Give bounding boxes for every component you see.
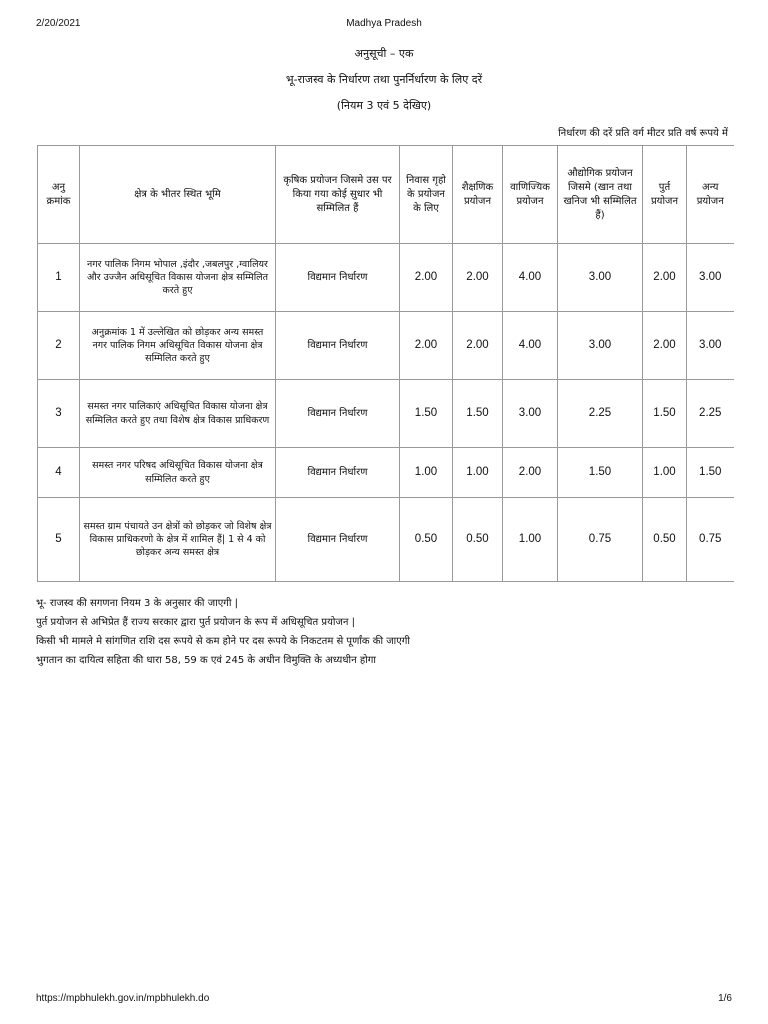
cell-agricultural: विद्यमान निर्धारण [276,380,400,448]
col-header-educational: शैक्षणिक प्रयोजन [453,146,503,244]
rule-reference: (नियम 3 एवं 5 देखिए) [336,99,432,112]
cell-residential: 2.00 [400,312,453,380]
footnote-calculation: भू- राजस्व की सगणना नियम 3 के अनुसार की जाएगी | [36,598,238,609]
cell-land: समस्त नगर परिषद अधिसूचित विकास योजना क्षेत्र सम्मिलित करते हुए [80,448,276,498]
cell-industrial: 0.75 [558,498,643,582]
cell-serial: 4 [38,448,80,498]
cell-industrial: 1.50 [558,448,643,498]
col-header-public: पुर्त प्रयोजन [643,146,687,244]
table-row [38,312,734,380]
col-header-serial: अनु क्रमांक [38,146,80,244]
cell-serial: 5 [38,498,80,582]
footnote-public-purpose: पुर्त प्रयोजन से अभिप्रेत हैं राज्य सरकार द्वारा पुर्त प्रयोजन के रूप में अधिसूचित प्रयोजन | [36,617,355,628]
table-row [38,448,734,498]
cell-land: समस्त नगर पालिकाएं अधिसूचित विकास योजना क्षेत्र सम्मिलित करते हुए तथा विशेष क्षेत्र विकास प्राधिकरण [80,380,276,448]
cell-educational: 0.50 [453,498,503,582]
print-site-title: Madhya Pradesh [346,18,422,29]
col-header-other: अन्य प्रयोजन [687,146,734,244]
cell-industrial: 3.00 [558,312,643,380]
col-header-commercial: वाणिज्यिक प्रयोजन [503,146,558,244]
cell-agricultural: विद्यमान निर्धारण [276,312,400,380]
footnotes [36,594,736,670]
footnote-rounding: किसी भी मामले मे सांगणित राशि दस रूपये से कम होने पर दस रूपये के निकटतम से पूर्णांक की जाएगी [36,636,410,647]
cell-residential: 1.00 [400,448,453,498]
cell-commercial: 3.00 [503,380,558,448]
cell-residential: 2.00 [400,244,453,312]
cell-public: 0.50 [643,498,687,582]
cell-land: समस्त ग्राम पंचायते उन क्षेत्रों को छोड़कर जो विशेष क्षेत्र विकास प्राधिकरणो के क्षेत्र में शामिल हैं| 1 से 4 को छोड़कर अन्य समस्त क्षेत्र [80,498,276,582]
cell-other: 0.75 [687,498,734,582]
cell-commercial: 1.00 [503,498,558,582]
cell-industrial: 3.00 [558,244,643,312]
cell-residential: 1.50 [400,380,453,448]
cell-serial: 3 [38,380,80,448]
page-number: 1/6 [718,993,732,1004]
print-footer [36,993,732,1007]
cell-industrial: 2.25 [558,380,643,448]
cell-serial: 1 [38,244,80,312]
col-header-industrial: औद्योगिक प्रयोजन जिसमे (खान तथा खनिज भी सम्मिलित हैं) [558,146,643,244]
cell-public: 1.50 [643,380,687,448]
table-row [38,380,734,448]
table-row [38,498,734,582]
table-header-row [38,146,734,244]
cell-agricultural: विद्यमान निर्धारण [276,448,400,498]
cell-land: नगर पालिक निगम भोपाल ,इंदौर ,जबलपुर ,ग्वालियर और उज्जैन अधिसूचित विकास योजना क्षेत्र सम्मिलित करते हुए [80,244,276,312]
footnote-liability: भुगतान का दायित्व सहिता की धारा 58, 59 क एवं 245 के अधीन विमुक्ति के अध्यधीन होगा [36,655,376,666]
cell-public: 1.00 [643,448,687,498]
cell-public: 2.00 [643,312,687,380]
table-row [38,244,734,312]
cell-commercial: 4.00 [503,244,558,312]
cell-other: 3.00 [687,244,734,312]
cell-agricultural: विद्यमान निर्धारण [276,244,400,312]
cell-public: 2.00 [643,244,687,312]
cell-commercial: 4.00 [503,312,558,380]
land-revenue-rates-table [37,145,734,582]
rate-unit-note: निर्धारण की दरें प्रति वर्ग मीटर प्रति वर्ष रूपये में [558,128,728,139]
schedule-heading: अनुसूची – एक [354,47,414,60]
print-date: 2/20/2021 [36,18,81,29]
cell-other: 3.00 [687,312,734,380]
col-header-land: क्षेत्र के भीतर स्थित भूमि [80,146,276,244]
print-url: https://mpbhulekh.gov.in/mpbhulekh.do [36,993,210,1004]
subject-heading: भू-राजस्व के निर्धारण तथा पुनर्निर्धारण के लिए दरें [285,73,483,86]
cell-residential: 0.50 [400,498,453,582]
cell-educational: 2.00 [453,312,503,380]
cell-commercial: 2.00 [503,448,558,498]
cell-other: 2.25 [687,380,734,448]
cell-educational: 1.50 [453,380,503,448]
cell-serial: 2 [38,312,80,380]
cell-other: 1.50 [687,448,734,498]
print-header [36,18,732,32]
cell-educational: 2.00 [453,244,503,312]
col-header-residential: निवास गृहो के प्रयोजन के लिए [400,146,453,244]
cell-educational: 1.00 [453,448,503,498]
col-header-agricultural: कृषिक प्रयोजन जिसमे उस पर किया गया कोई सुधार भी सम्मिलित हैं [276,146,400,244]
cell-land: अनुक्रमांक 1 में उल्लेखित को छोड़कर अन्य समस्त नगर पालिक निगम अधिसूचित विकास योजना क्षेत्र सम्मिलित करते हुए [80,312,276,380]
cell-agricultural: विद्यमान निर्धारण [276,498,400,582]
